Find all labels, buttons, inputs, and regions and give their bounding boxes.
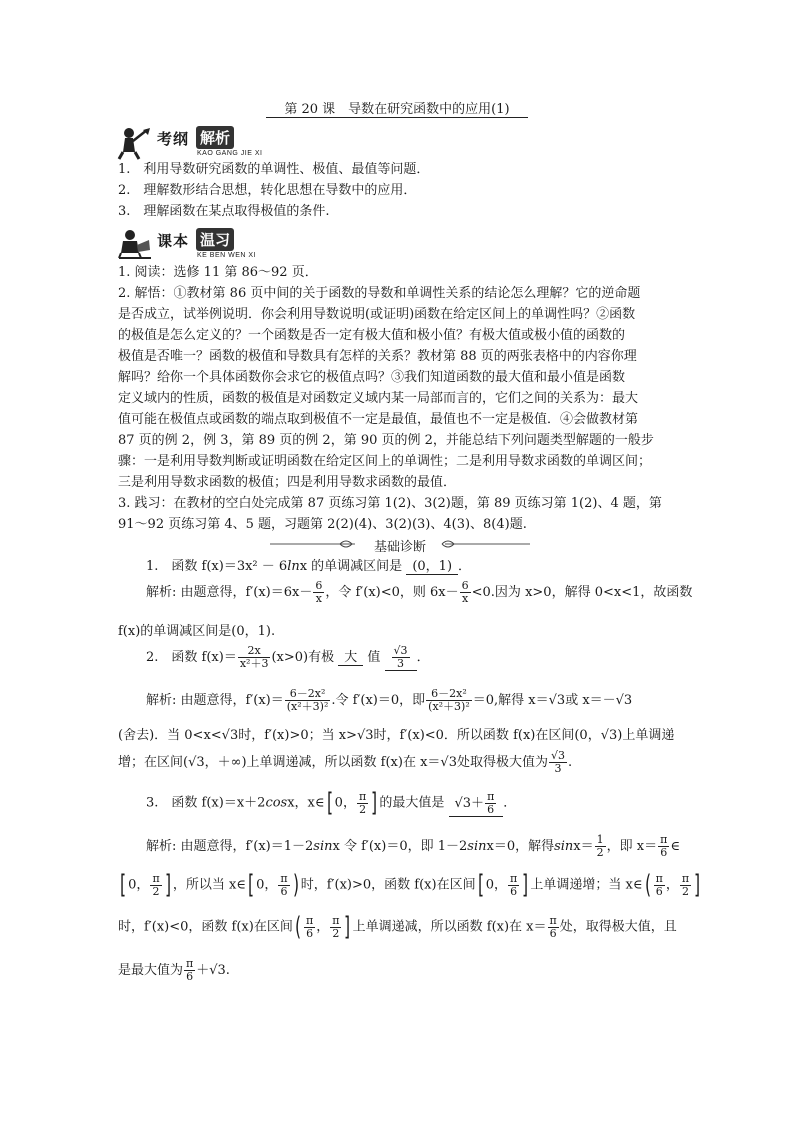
q2-max-fraction: $\frac{√3}{3}$ [550,749,565,775]
q3-stem-text: x，x∈ [287,795,325,811]
q3-stem: 3. 函数 f(x)＝x＋2cosx，x∈[ 0， $\frac{\pi}{2}$ ] 的最大值是 √3＋ $\frac{\pi}{6}$ ． [146,788,517,818]
q1-fraction: $\frac{6}{x}$ [461,579,469,605]
q1-solution-end: f(x)的单调减区间是(0，1). [118,624,276,639]
q2-sol-text: ＝0,解得 x＝√3或 x＝－√3 [472,693,633,708]
keben-item3-line: 91～92 页练习第 4、5 题，习题第 2(2)(4)、3(2)(3)、4(3)、8(4)题. [118,517,527,532]
keben-item2-line: 2. 解悟：①教材第 86 页中间的关于函数的导数和单调性关系的结论怎么理解？它的逆命题 [118,286,641,301]
q2-sol-text: .令 f′(x)＝0，即 [331,693,426,708]
q3-stem-text: 的最大值是 [379,795,445,811]
q2-fraction: $\frac{2x}{\text{x²＋3}}$ [239,644,269,670]
keben-item2-line: 解吗？给你一个具体函数你会求它的极值点吗？③我们知道函数的最大值和最小值是函数 [118,370,626,385]
keben-item-1: 1. 阅读：选修 11 第 86～92 页． [118,265,318,280]
q2-answer-2: $\frac{√3}{3}$ [385,645,417,671]
title-text: 第 20 课 导数在研究函数中的应用(1) [266,98,527,118]
q1-fraction: $\frac{6}{x}$ [315,579,323,605]
keben-item2-line: 的极值是怎么定义的？一个函数是否一定有极大值和极小值？有极大值或极小值的函数的 [118,328,626,343]
q2-stem: 2. 函数 f(x)＝ $\frac{2x}{\text{x²＋3}}$ (x>0)有极 大 值 $\frac{√3}{3}$ ． [146,644,430,670]
keben-item2-line: 87 页的例 2，例 3，第 89 页的例 2，第 90 页的例 2，并能总结下列问题类型解题的一般步 [118,433,654,448]
keben-pinyin: KE BEN WEN XI [197,252,257,259]
q1-sol-text: ，令 f′(x)<0，则 6x－ [325,585,459,600]
keben-item2-line: 骤：一是利用导数判断或证明函数在给定区间上的单调性；二是利用导数求函数的单调区间； [118,454,652,469]
section-divider [0,536,794,555]
q3-solution-line3: 时，f′(x)<0，函数 f(x)在区间( $\frac{\pi}{6}$ ， $\frac{\pi}{2}$ ] 上单调递减，所以函数 f(x)在 x＝ $\frac{\pi}{6}$ 处，取得极大值，且 [118,912,677,942]
q1-sol-text: 解析: 由题意得，f′(x)＝6x－ [146,585,313,600]
keben-item2-line: 定义域内的性质，函数的极值是对函数定义域内某一局部而言的，它们之间的关系为：最大 [118,391,639,406]
q1-stem-text: x 的单调减区间是 [299,559,403,574]
keben-item2-line: 是否成立，试举例说明．你会利用导数说明(或证明)函数在给定区间上的单调性吗？②函数 [118,307,636,322]
keben-word2: 温习 [196,228,234,251]
q2-derivative-fraction: $\frac{\text{6－2x²}}{\text{(x²＋3)²}}$ [428,687,470,713]
q2-solution [146,688,632,713]
q1-stem-text: 1. 函数 f(x)＝3x² － 6 [146,559,288,574]
q1-sol-text: <0.因为 x>0，解得 0<x<1，故函数 [471,585,693,600]
q2-stem-text: (x>0)有极 [271,650,335,665]
keben-word1: 课本 [157,232,190,250]
kaogang-pinyin: KAO GANG JIE XI [197,150,263,157]
page-title [0,98,794,118]
q3-solution-line4: 是最大值为 $\frac{\pi}{6}$ ＋√3. [118,957,230,983]
q3-stem-text: 3. 函数 f(x)＝x＋2 [146,795,266,811]
q1-answer: (0，1) [406,555,458,575]
keben-item2-line: 三是利用导数求函数的极值；四是利用导数求函数的最值． [118,475,457,490]
q1-stem: 1. 函数 f(x)＝3x² － 6lnx 的单调减区间是 (0，1) ． [146,555,471,575]
student-reading-icon [117,228,155,262]
q2-solution-line2: (舍去)．当 0<x<√3时，f′(x)>0；当 x>√3时，f′(x)<0．所以函数 f(x)在区间(0，√3)上单调递 [118,728,675,743]
divider-label: 基础诊断 [365,536,435,555]
q2-stem-text: 值 [367,650,381,665]
q3-solution-line1: 解析: 由题意得，f′(x)＝1－2sinx 令 f′(x)＝0，即 1－2sinx＝0，解得sinx＝ $\frac{1}{2}$ ，即 x＝ $\frac{\pi}{6}$ ∈ [146,833,680,859]
q2-sol-text: 解析: 由题意得，f′(x)＝ [146,693,284,708]
q3-cos: cos [265,795,288,811]
kaogang-item-2: 2. 理解数形结合思想，转化思想在导数中的应用． [118,183,417,198]
kaogang-item-3: 3. 理解函数在某点取得极值的条件. [118,204,330,219]
q2-stem-text: 2. 函数 f(x)＝ [146,650,237,665]
keben-item2-line: 值可能在极值点或函数的端点取到极值不一定是最值，最值也不一定是极值．④会做教材第 [118,412,639,427]
q2-solution-line3: 增；在区间(√3，＋∞)上单调递减，所以函数 f(x)在 x＝√3处取得极大值为 $\frac{√3}{3}$ . [118,749,573,775]
kaogang-item-1: 1. 利用导数研究函数的单调性、极值、最值等问题． [118,162,430,177]
q2-sol-text: 增；在区间(√3，＋∞)上单调递减，所以函数 f(x)在 x＝√3处取得极大值为 [118,755,548,770]
kaogang-word2: 解析 [196,126,234,149]
keben-item2-line: 极值是否唯一？函数的极值和导数具有怎样的关系？教材第 88 页的两张表格中的内容你理 [118,349,637,364]
q2-derivative-fraction: $\frac{\text{6－2x²}}{\text{(x²＋3)²}}$ [286,687,329,713]
q1-solution [146,580,692,605]
q3-solution-line2: [ 0， $\frac{\pi}{2}$ ] ，所以当 x∈[ 0， $\frac{\pi}{6}$ ) 时，f′(x)>0，函数 f(x)在区间[ 0， $\frac{\pi}{6}$ ] 上单调递增；当 x∈( $\frac{\pi}{6}$ ， $\frac{\pi}{2}$ ] [120,870,701,900]
q3-answer: √3＋ $\frac{\pi}{6}$ [449,791,504,817]
q2-answer-1: 大 [338,646,363,666]
kaogang-word1: 考纲 [157,130,190,148]
student-climbing-icon [117,126,155,160]
kaogang-header [117,126,347,160]
keben-header [117,228,347,262]
q1-stem-ln: ln [287,559,300,574]
keben-item3-line: 3. 践习：在教材的空白处完成第 87 页练习第 1(2)、3(2)题，第 89 页练习第 1(2)、4 题，第 [118,496,662,511]
